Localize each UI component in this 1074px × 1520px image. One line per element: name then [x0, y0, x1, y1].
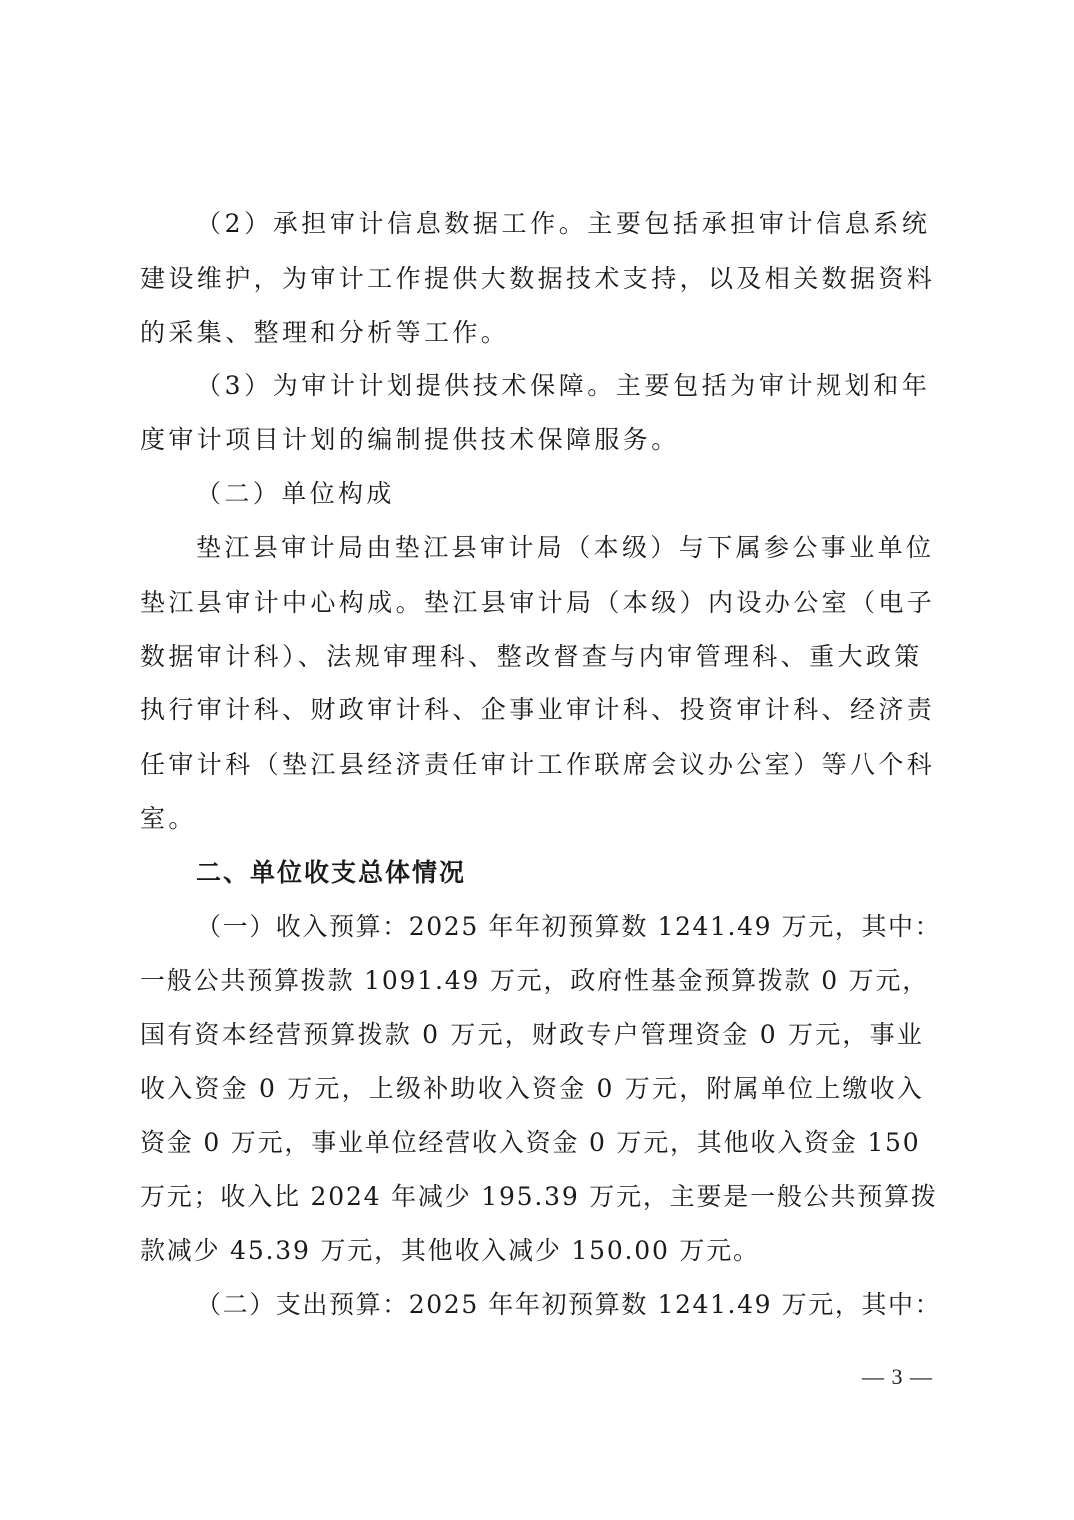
paragraph-line: 款减少 45.39 万元，其他收入减少 150.00 万元。 [140, 1236, 760, 1265]
paragraph-line: 资金 0 万元，事业单位经营收入资金 0 万元，其他收入资金 150 [140, 1128, 921, 1157]
paragraph-line: 建设维护，为审计工作提供大数据技术支持，以及相关数据资料 [140, 264, 936, 293]
paragraph-line: 收入资金 0 万元，上级补助收入资金 0 万元，附属单位上缴收入 [140, 1074, 925, 1103]
paragraph-line: 执行审计科、财政审计科、企事业审计科、投资审计科、经济责 [140, 695, 936, 724]
paragraph-line: （二）支出预算：2025 年年初预算数 1241.49 万元，其中： [196, 1290, 942, 1319]
section-subheading: （二）单位构成 [196, 479, 395, 508]
paragraph-line: 一般公共预算拨款 1091.49 万元，政府性基金预算拨款 0 万元， [140, 966, 930, 995]
paragraph-line: 垫江县审计中心构成。垫江县审计局（本级）内设办公室（电子 [140, 588, 936, 617]
paragraph-line: （2）承担审计信息数据工作。主要包括承担审计信息系统 [196, 209, 931, 238]
paragraph-line: 万元；收入比 2024 年减少 195.39 万元，主要是一般公共预算拨 [140, 1182, 938, 1211]
page-number: — 3 — [862, 1364, 933, 1389]
paragraph-line: 数据审计科）、法规审理科、整改督查与内审管理科、重大政策 [140, 642, 923, 671]
paragraph-line: 室。 [140, 804, 197, 833]
paragraph-line: 垫江县审计局由垫江县审计局（本级）与下属参公事业单位 [196, 533, 935, 562]
paragraph-line: 度审计项目计划的编制提供技术保障服务。 [140, 425, 680, 454]
section-heading: 二、单位收支总体情况 [196, 858, 467, 887]
paragraph-line: 的采集、整理和分析等工作。 [140, 318, 510, 347]
paragraph-line: 任审计科（垫江县经济责任审计工作联席会议办公室）等八个科 [140, 750, 936, 779]
paragraph-line: 国有资本经营预算拨款 0 万元，财政专户管理资金 0 万元，事业 [140, 1020, 925, 1049]
paragraph-line: （一）收入预算：2025 年年初预算数 1241.49 万元，其中： [196, 912, 942, 941]
paragraph-line: （3）为审计计划提供技术保障。主要包括为审计规划和年 [196, 371, 931, 400]
